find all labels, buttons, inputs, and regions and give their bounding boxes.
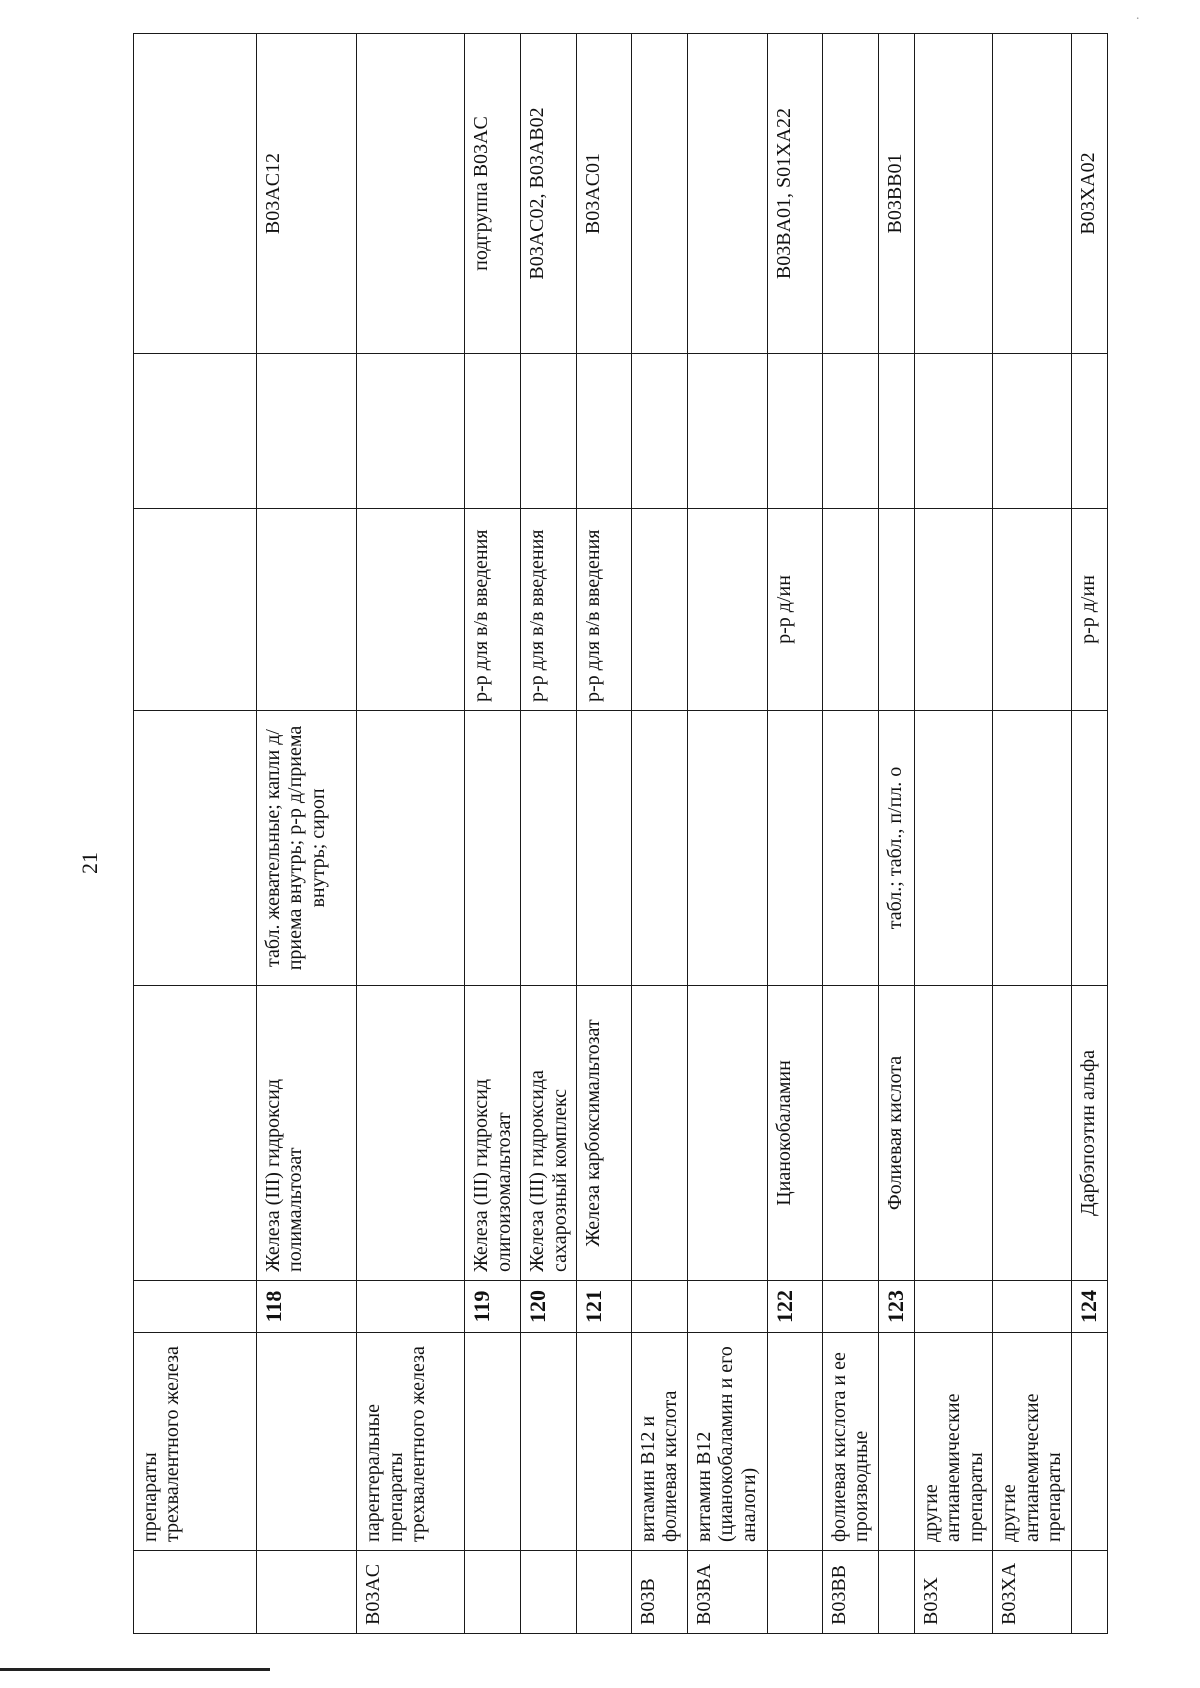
blank-cell: [577, 354, 631, 509]
item-number-cell: [822, 1281, 878, 1333]
group-cell: [1072, 1333, 1108, 1551]
group-cell: препараты трехвалентного железа: [134, 1333, 257, 1551]
atc-code-cell: B03B: [631, 1551, 687, 1634]
table-row: [521, 34, 577, 1634]
table-row: [914, 34, 993, 1634]
group-cell: витамин B12 (цианокобаламин и его аналоги): [687, 1333, 768, 1551]
group-cell: [256, 1333, 357, 1551]
footnote-rule: [0, 1668, 270, 1671]
dosage-form-cell: [822, 711, 878, 986]
table-row: [631, 34, 687, 1634]
injection-form-cell: [914, 509, 993, 711]
injection-form-cell: [134, 509, 257, 711]
atc-code-cell: B03X: [914, 1551, 993, 1634]
atc-code-cell: [134, 1551, 257, 1634]
injection-form-cell: р-р д/ин: [1072, 509, 1108, 711]
drug-name-cell: Железа карбоксимальтозат: [577, 986, 631, 1281]
dosage-form-cell: [465, 711, 521, 986]
dosage-form-cell: [631, 711, 687, 986]
dosage-form-cell: [357, 711, 465, 986]
item-number-cell: 123: [878, 1281, 914, 1333]
atc-code-cell: [577, 1551, 631, 1634]
drug-name-cell: Цианокобаламин: [768, 986, 822, 1281]
table-row: [256, 34, 357, 1634]
table-row: [1072, 34, 1108, 1634]
injection-form-cell: [687, 509, 768, 711]
dosage-form-cell: табл.; табл., п/пл. о: [878, 711, 914, 986]
drug-name-cell: Железа (III) гидроксид полимальтозат: [256, 986, 357, 1281]
dosage-form-cell: [134, 711, 257, 986]
codes-cell: B03BB01: [878, 34, 914, 354]
codes-cell: [914, 34, 993, 354]
drug-table: [133, 33, 1108, 1634]
group-cell: [577, 1333, 631, 1551]
blank-cell: [357, 354, 465, 509]
dosage-form-cell: [577, 711, 631, 986]
atc-code-cell: B03BA: [687, 1551, 768, 1634]
table-row: [878, 34, 914, 1634]
injection-form-cell: [822, 509, 878, 711]
group-cell: парентеральные препараты трехвалентного железа: [357, 1333, 465, 1551]
blank-cell: [631, 354, 687, 509]
group-cell: [521, 1333, 577, 1551]
table-row: [357, 34, 465, 1634]
dosage-form-cell: [768, 711, 822, 986]
dosage-form-cell: [914, 711, 993, 986]
drug-table-body: [134, 34, 1108, 1634]
group-cell: витамин B12 и фолиевая кислота: [631, 1333, 687, 1551]
group-cell: [768, 1333, 822, 1551]
dosage-form-cell: [1072, 711, 1108, 986]
blank-cell: [822, 354, 878, 509]
table-row: [465, 34, 521, 1634]
codes-cell: [631, 34, 687, 354]
atc-code-cell: [768, 1551, 822, 1634]
injection-form-cell: [631, 509, 687, 711]
drug-name-cell: Дарбэпоэтин альфа: [1072, 986, 1108, 1281]
dosage-form-cell: [687, 711, 768, 986]
scan-mark: ·: [1135, 12, 1140, 27]
atc-code-cell: B03XA: [993, 1551, 1072, 1634]
table-row: [687, 34, 768, 1634]
blank-cell: [878, 354, 914, 509]
codes-cell: [822, 34, 878, 354]
table-row: [993, 34, 1072, 1634]
group-cell: фолиевая кислота и ее производные: [822, 1333, 878, 1551]
injection-form-cell: [878, 509, 914, 711]
atc-code-cell: [256, 1551, 357, 1634]
drug-name-cell: [822, 986, 878, 1281]
dosage-form-cell: [993, 711, 1072, 986]
blank-cell: [134, 354, 257, 509]
page-number: 21: [77, 852, 102, 874]
codes-cell: B03AC02, B03AB02: [521, 34, 577, 354]
drug-name-cell: [993, 986, 1072, 1281]
item-number-cell: 119: [465, 1281, 521, 1333]
dosage-form-cell: табл. жевательные; капли д/приема внутрь; р-р д/приема внутрь; сироп: [256, 711, 357, 986]
item-number-cell: 124: [1072, 1281, 1108, 1333]
item-number-cell: 122: [768, 1281, 822, 1333]
item-number-cell: [687, 1281, 768, 1333]
blank-cell: [687, 354, 768, 509]
injection-form-cell: р-р для в/в введения: [465, 509, 521, 711]
blank-cell: [993, 354, 1072, 509]
atc-code-cell: [521, 1551, 577, 1634]
codes-cell: подгруппа B03AC: [465, 34, 521, 354]
item-number-cell: 118: [256, 1281, 357, 1333]
dosage-form-cell: [521, 711, 577, 986]
item-number-cell: 121: [577, 1281, 631, 1333]
group-cell: другие антианемические препараты: [914, 1333, 993, 1551]
codes-cell: [687, 34, 768, 354]
rotated-table-container: [133, 34, 1108, 1634]
table-row: [577, 34, 631, 1634]
item-number-cell: [357, 1281, 465, 1333]
injection-form-cell: р-р для в/в введения: [521, 509, 577, 711]
table-row: [134, 34, 257, 1634]
injection-form-cell: [357, 509, 465, 711]
codes-cell: B03XA02: [1072, 34, 1108, 354]
atc-code-cell: [1072, 1551, 1108, 1634]
item-number-cell: 120: [521, 1281, 577, 1333]
codes-cell: B03AC12: [256, 34, 357, 354]
atc-code-cell: [878, 1551, 914, 1634]
group-cell: [878, 1333, 914, 1551]
atc-code-cell: [465, 1551, 521, 1634]
item-number-cell: [993, 1281, 1072, 1333]
group-cell: [465, 1333, 521, 1551]
injection-form-cell: р-р для в/в введения: [577, 509, 631, 711]
table-row: [768, 34, 822, 1634]
drug-name-cell: [687, 986, 768, 1281]
drug-name-cell: Железа (III) гидроксид олигоизомальтозат: [465, 986, 521, 1281]
group-cell: другие антианемические препараты: [993, 1333, 1072, 1551]
atc-code-cell: B03AC: [357, 1551, 465, 1634]
blank-cell: [465, 354, 521, 509]
codes-cell: B03BA01, S01XA22: [768, 34, 822, 354]
codes-cell: B03AC01: [577, 34, 631, 354]
codes-cell: [993, 34, 1072, 354]
blank-cell: [768, 354, 822, 509]
drug-name-cell: [914, 986, 993, 1281]
drug-name-cell: [357, 986, 465, 1281]
drug-name-cell: Фолиевая кислота: [878, 986, 914, 1281]
injection-form-cell: р-р д/ин: [768, 509, 822, 711]
blank-cell: [1072, 354, 1108, 509]
item-number-cell: [631, 1281, 687, 1333]
codes-cell: [134, 34, 257, 354]
item-number-cell: [134, 1281, 257, 1333]
blank-cell: [256, 354, 357, 509]
blank-cell: [914, 354, 993, 509]
injection-form-cell: [993, 509, 1072, 711]
drug-name-cell: Железа (III) гидроксида сахарозный комплекс: [521, 986, 577, 1281]
item-number-cell: [914, 1281, 993, 1333]
table-row: [822, 34, 878, 1634]
atc-code-cell: B03BB: [822, 1551, 878, 1634]
drug-name-cell: [631, 986, 687, 1281]
drug-name-cell: [134, 986, 257, 1281]
codes-cell: [357, 34, 465, 354]
injection-form-cell: [256, 509, 357, 711]
blank-cell: [521, 354, 577, 509]
